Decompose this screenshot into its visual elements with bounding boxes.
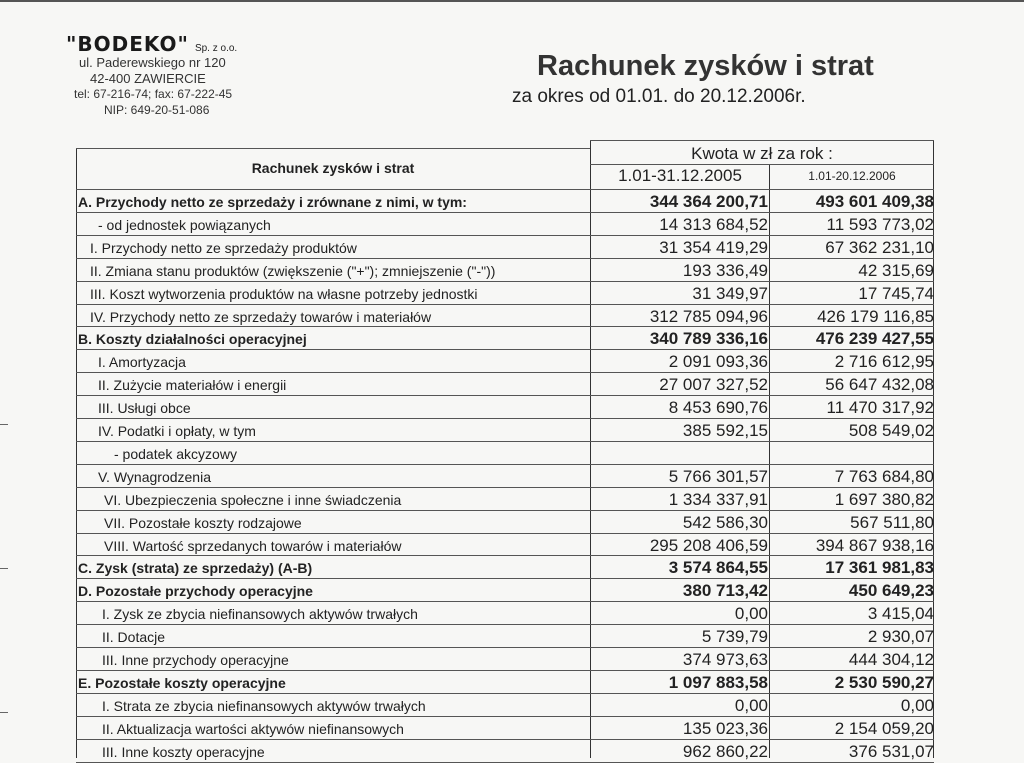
row-value-2005: 1 334 337,91 bbox=[668, 489, 768, 509]
row-value-2006: 1 697 380,82 bbox=[834, 489, 934, 509]
row-label: III. Inne przychody operacyjne bbox=[102, 652, 289, 668]
row-value-2006: 17 745,74 bbox=[858, 283, 934, 303]
table-row bbox=[76, 671, 934, 694]
income-statement-table bbox=[76, 140, 934, 761]
row-label: II. Zmiana stanu produktów (zwiększenie ("+"); zmniejszenie ("-")) bbox=[90, 262, 496, 279]
row-label: I. Strata ze zbycia niefinansowych aktywów trwałych bbox=[102, 697, 426, 714]
table-row bbox=[76, 305, 934, 328]
row-value-2005: 8 453 690,76 bbox=[668, 398, 768, 418]
row-label: I. Przychody netto ze sprzedaży produktów bbox=[90, 239, 357, 256]
row-value-2006: 426 179 116,85 bbox=[817, 306, 934, 326]
row-value-2006: 2 716 612,95 bbox=[834, 352, 934, 372]
row-value-2005: 5 739,79 bbox=[701, 627, 768, 647]
row-label: IV. Podatki i opłaty, w tym bbox=[98, 423, 256, 439]
table-row bbox=[76, 511, 934, 534]
table-row bbox=[76, 190, 934, 213]
table-row bbox=[76, 717, 934, 740]
company-legal-form: Sp. z o.o. bbox=[194, 43, 238, 54]
row-value-2005: 193 336,49 bbox=[682, 260, 768, 280]
row-value-2005: 962 860,22 bbox=[682, 741, 768, 761]
row-label: B. Koszty działalności operacyjnej bbox=[78, 331, 307, 348]
row-value-2006: 7 763 684,80 bbox=[834, 466, 934, 486]
row-value-2006: 508 549,02 bbox=[848, 421, 934, 440]
table-row bbox=[76, 213, 934, 236]
table-row bbox=[76, 282, 934, 305]
row-value-2006: 42 315,69 bbox=[858, 260, 934, 280]
row-label: II. Aktualizacja wartości aktywów niefinansowych bbox=[102, 720, 404, 737]
document-subtitle: za okres od 01.01. do 20.12.2006r. bbox=[512, 86, 806, 107]
table-row bbox=[76, 350, 934, 373]
company-city: 42-400 ZAWIERCIE bbox=[90, 71, 206, 86]
row-label: III. Koszt wytworzenia produktów na własne potrzeby jednostki bbox=[90, 285, 478, 302]
row-value-2005: 374 973,63 bbox=[682, 650, 768, 669]
edge-mark bbox=[0, 712, 8, 713]
row-label: - podatek akcyzowy bbox=[114, 445, 237, 462]
row-value-2005: 135 023,36 bbox=[682, 718, 768, 738]
table-row bbox=[76, 625, 934, 648]
row-value-2006: 0,00 bbox=[900, 695, 934, 715]
row-value-2006: 476 239 427,55 bbox=[815, 329, 934, 349]
row-value-2005: 312 785 094,96 bbox=[649, 306, 768, 326]
row-value-2005: 27 007 327,52 bbox=[659, 375, 768, 395]
row-label: C. Zysk (strata) ze sprzedaży) (A-B) bbox=[78, 560, 313, 577]
row-value-2006: 444 304,12 bbox=[848, 650, 934, 669]
row-label: I. Zysk ze zbycia niefinansowych aktywów trwałych bbox=[102, 606, 418, 623]
row-label: III. Usługi obce bbox=[98, 400, 191, 417]
row-label: III. Inne koszty operacyjne bbox=[102, 743, 265, 760]
row-value-2005: 5 766 301,57 bbox=[668, 466, 768, 486]
row-label: II. Dotacje bbox=[102, 629, 166, 646]
table-header-label: Rachunek zysków i strat bbox=[251, 160, 415, 176]
row-value-2005: 0,00 bbox=[734, 695, 768, 715]
row-value-2005: 31 354 419,29 bbox=[659, 237, 768, 257]
row-label: - od jednostek powiązanych bbox=[98, 216, 271, 233]
row-label: VI. Ubezpieczenia społeczne i inne świadczenia bbox=[104, 491, 402, 508]
row-value-2005: 14 313 684,52 bbox=[659, 214, 768, 234]
table-row bbox=[76, 259, 934, 282]
company-name: "BODEKO" bbox=[66, 32, 189, 56]
row-value-2005: 2 091 093,36 bbox=[668, 352, 768, 372]
row-value-2006: 376 531,07 bbox=[848, 741, 934, 761]
header-top-border bbox=[590, 140, 934, 141]
row-value-2006: 493 601 409,38 bbox=[815, 192, 934, 211]
table-row bbox=[76, 442, 934, 465]
header-divider bbox=[590, 164, 934, 165]
table-row bbox=[76, 694, 934, 717]
table-row bbox=[76, 648, 934, 671]
table-row bbox=[76, 396, 934, 419]
table-row bbox=[76, 602, 934, 625]
row-value-2006: 2 154 059,20 bbox=[834, 718, 934, 738]
table-row bbox=[76, 465, 934, 488]
row-label: I. Amortyzacja bbox=[98, 354, 186, 371]
row-value-2006: 67 362 231,10 bbox=[825, 237, 934, 257]
table-row bbox=[76, 419, 934, 442]
row-value-2005: 0,00 bbox=[734, 604, 768, 624]
table-row bbox=[76, 534, 934, 557]
row-label: D. Pozostałe przychody operacyjne bbox=[78, 583, 313, 600]
row-value-2005: 380 713,42 bbox=[682, 581, 768, 601]
edge-mark bbox=[0, 568, 8, 569]
company-phone: tel: 67-216-74; fax: 67-222-45 bbox=[74, 87, 233, 101]
row-value-2006: 450 649,23 bbox=[848, 581, 934, 601]
table-row bbox=[76, 579, 934, 602]
row-value-2006: 2 930,07 bbox=[867, 627, 934, 647]
company-street: ul. Paderewskiego nr 120 bbox=[79, 55, 226, 70]
table-row bbox=[76, 373, 934, 396]
amount-header: Kwota w zł za rok : bbox=[691, 144, 833, 163]
row-value-2005: 31 349,97 bbox=[692, 283, 768, 303]
row-value-2005: 542 586,30 bbox=[682, 512, 768, 532]
table-row bbox=[76, 556, 934, 579]
row-value-2006: 56 647 432,08 bbox=[825, 375, 934, 395]
table-row bbox=[76, 327, 934, 350]
row-divider bbox=[76, 762, 934, 763]
row-label: V. Wynagrodzenia bbox=[98, 468, 211, 485]
row-value-2006: 11 470 317,92 bbox=[826, 398, 934, 418]
row-value-2006: 2 530 590,27 bbox=[834, 672, 934, 692]
row-label: IV. Przychody netto ze sprzedaży towarów i materiałów bbox=[90, 308, 432, 325]
document-title: Rachunek zysków i strat bbox=[537, 50, 874, 82]
row-value-2005: 1 097 883,58 bbox=[668, 672, 768, 692]
top-edge-line bbox=[0, 0, 1024, 2]
row-value-2005: 3 574 864,55 bbox=[668, 558, 768, 578]
table-row bbox=[76, 488, 934, 511]
edge-mark bbox=[0, 424, 8, 425]
row-label: E. Pozostałe koszty operacyjne bbox=[78, 674, 286, 691]
row-label: VIII. Wartość sprzedanych towarów i materiałów bbox=[104, 537, 402, 554]
row-value-2005: 344 364 200,71 bbox=[649, 192, 768, 211]
period-2005-header: 1.01-31.12.2005 bbox=[618, 166, 742, 185]
period-2006-header: 1.01-20.12.2006 bbox=[808, 169, 896, 183]
row-value-2006: 394 867 938,16 bbox=[815, 535, 934, 555]
row-label: VII. Pozostałe koszty rodzajowe bbox=[104, 514, 302, 531]
row-label: A. Przychody netto ze sprzedaży i zrównane z nimi, w tym: bbox=[78, 194, 467, 210]
row-value-2006: 567 511,80 bbox=[850, 512, 934, 532]
table-row bbox=[76, 236, 934, 259]
row-value-2006: 17 361 981,83 bbox=[825, 558, 934, 578]
table-row bbox=[76, 740, 934, 763]
row-value-2005: 295 208 406,59 bbox=[649, 535, 768, 555]
row-label: II. Zużycie materiałów i energii bbox=[98, 377, 287, 394]
company-logo bbox=[66, 34, 237, 55]
company-nip: NIP: 649-20-51-086 bbox=[104, 103, 210, 117]
row-value-2005: 340 789 336,16 bbox=[649, 329, 768, 349]
row-value-2005: 385 592,15 bbox=[682, 421, 768, 440]
row-value-2006: 11 593 773,02 bbox=[826, 214, 934, 234]
row-value-2006: 3 415,04 bbox=[867, 604, 934, 624]
header-top-border bbox=[76, 148, 590, 149]
